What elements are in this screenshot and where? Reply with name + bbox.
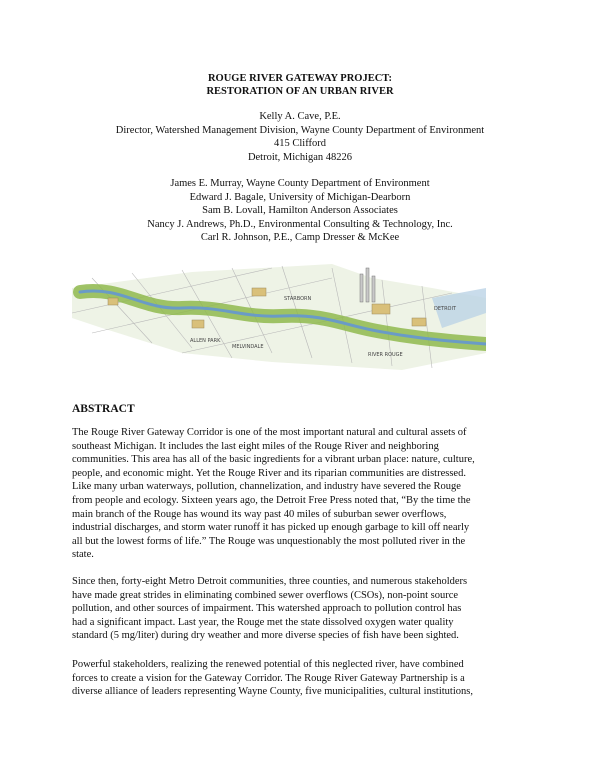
text-line: had a significant impact. Last year, the Rouge met the state dissolved oxygen water quality	[72, 616, 454, 628]
river-corridor-sketch	[72, 258, 486, 373]
map-label: STARBORN	[284, 296, 312, 302]
text-line: southeast Michigan. It includes the last eight miles of the Rouge River and neighboring	[72, 440, 439, 452]
abstract-paragraph-2	[72, 575, 532, 643]
text-line: industrial discharges, and storm water runoff it has picked up enough garbage to kill off nearly	[72, 522, 470, 534]
text-line: Powerful stakeholders, realizing the renewed potential of this neglected river, have combined	[72, 659, 464, 670]
paper-title-line-2: RESTORATION OF AN URBAN RIVER	[206, 86, 394, 97]
text-line: communities. This area has all of the basic ingredients for a vibrant urban place: nature, culture,	[72, 454, 475, 466]
text-line: main branch of the Rouge has wound its way past 40 miles of suburban sewer overflows,	[72, 508, 447, 520]
coauthor: Sam B. Lovall, Hamilton Anderson Associates	[202, 205, 398, 216]
text-line: The Rouge River Gateway Corridor is one of the most important natural and cultural assets of	[72, 427, 467, 438]
text-line: people, and economic might. Yet the Rouge River and its riparian communities are distressed.	[72, 467, 466, 479]
author-title: Director, Watershed Management Division, Wayne County Department of Environment	[115, 124, 485, 136]
abstract-paragraph-3	[72, 658, 532, 699]
text-line: all but the lowest forms of life.” The Rouge was unquestionably the most polluted river in the	[72, 535, 466, 547]
text-line: state.	[72, 549, 94, 561]
map-label: ALLEN PARK	[190, 338, 221, 344]
text-line: forces to create a vision for the Gateway Corridor. The Rouge River Gateway Partnership is a	[72, 672, 465, 684]
coauthor: James E. Murray, Wayne County Department of Environment	[170, 178, 430, 189]
river-corridor-illustration	[72, 258, 486, 373]
abstract-heading: ABSTRACT	[72, 403, 135, 415]
coauthor: Edward J. Bagale, University of Michigan-Dearborn	[189, 191, 411, 203]
text-line: from people and ecology. Sixteen years ago, the Detroit Free Press noted that, “By the time the	[72, 494, 471, 506]
paper-title-line-1: ROUGE RIVER GATEWAY PROJECT:	[207, 73, 393, 84]
text-line: pollution, and other sources of impairment. This watershed approach to pollution control has	[72, 603, 462, 615]
map-label: DETROIT	[434, 306, 457, 312]
abstract-paragraph-1	[72, 426, 532, 562]
text-line: Like many urban waterways, pollution, channelization, and industry have severed the Rouge	[72, 481, 461, 493]
text-line: diverse alliance of leaders representing Wayne County, five municipalities, cultural institutions,	[72, 686, 473, 698]
author-name: Kelly A. Cave, P.E.	[259, 111, 341, 122]
author-street: 415 Clifford	[273, 138, 326, 149]
map-label: MELVINDALE	[232, 344, 264, 350]
author-city: Detroit, Michigan 48226	[247, 151, 353, 163]
map-label: RIVER ROUGE	[368, 352, 403, 358]
text-line: standard (5 mg/liter) during dry weather and more diverse species of fish have been sighted.	[72, 630, 459, 642]
coauthor: Carl R. Johnson, P.E., Camp Dresser & McKee	[200, 232, 400, 243]
text-line: have made great strides in eliminating combined sewer overflows (CSOs), non-point source	[72, 589, 459, 601]
coauthor: Nancy J. Andrews, Ph.D., Environmental Consulting & Technology, Inc.	[147, 218, 453, 230]
industrial-stacks	[360, 268, 375, 302]
text-line: Since then, forty-eight Metro Detroit communities, three counties, and numerous stakeholders	[72, 576, 468, 587]
